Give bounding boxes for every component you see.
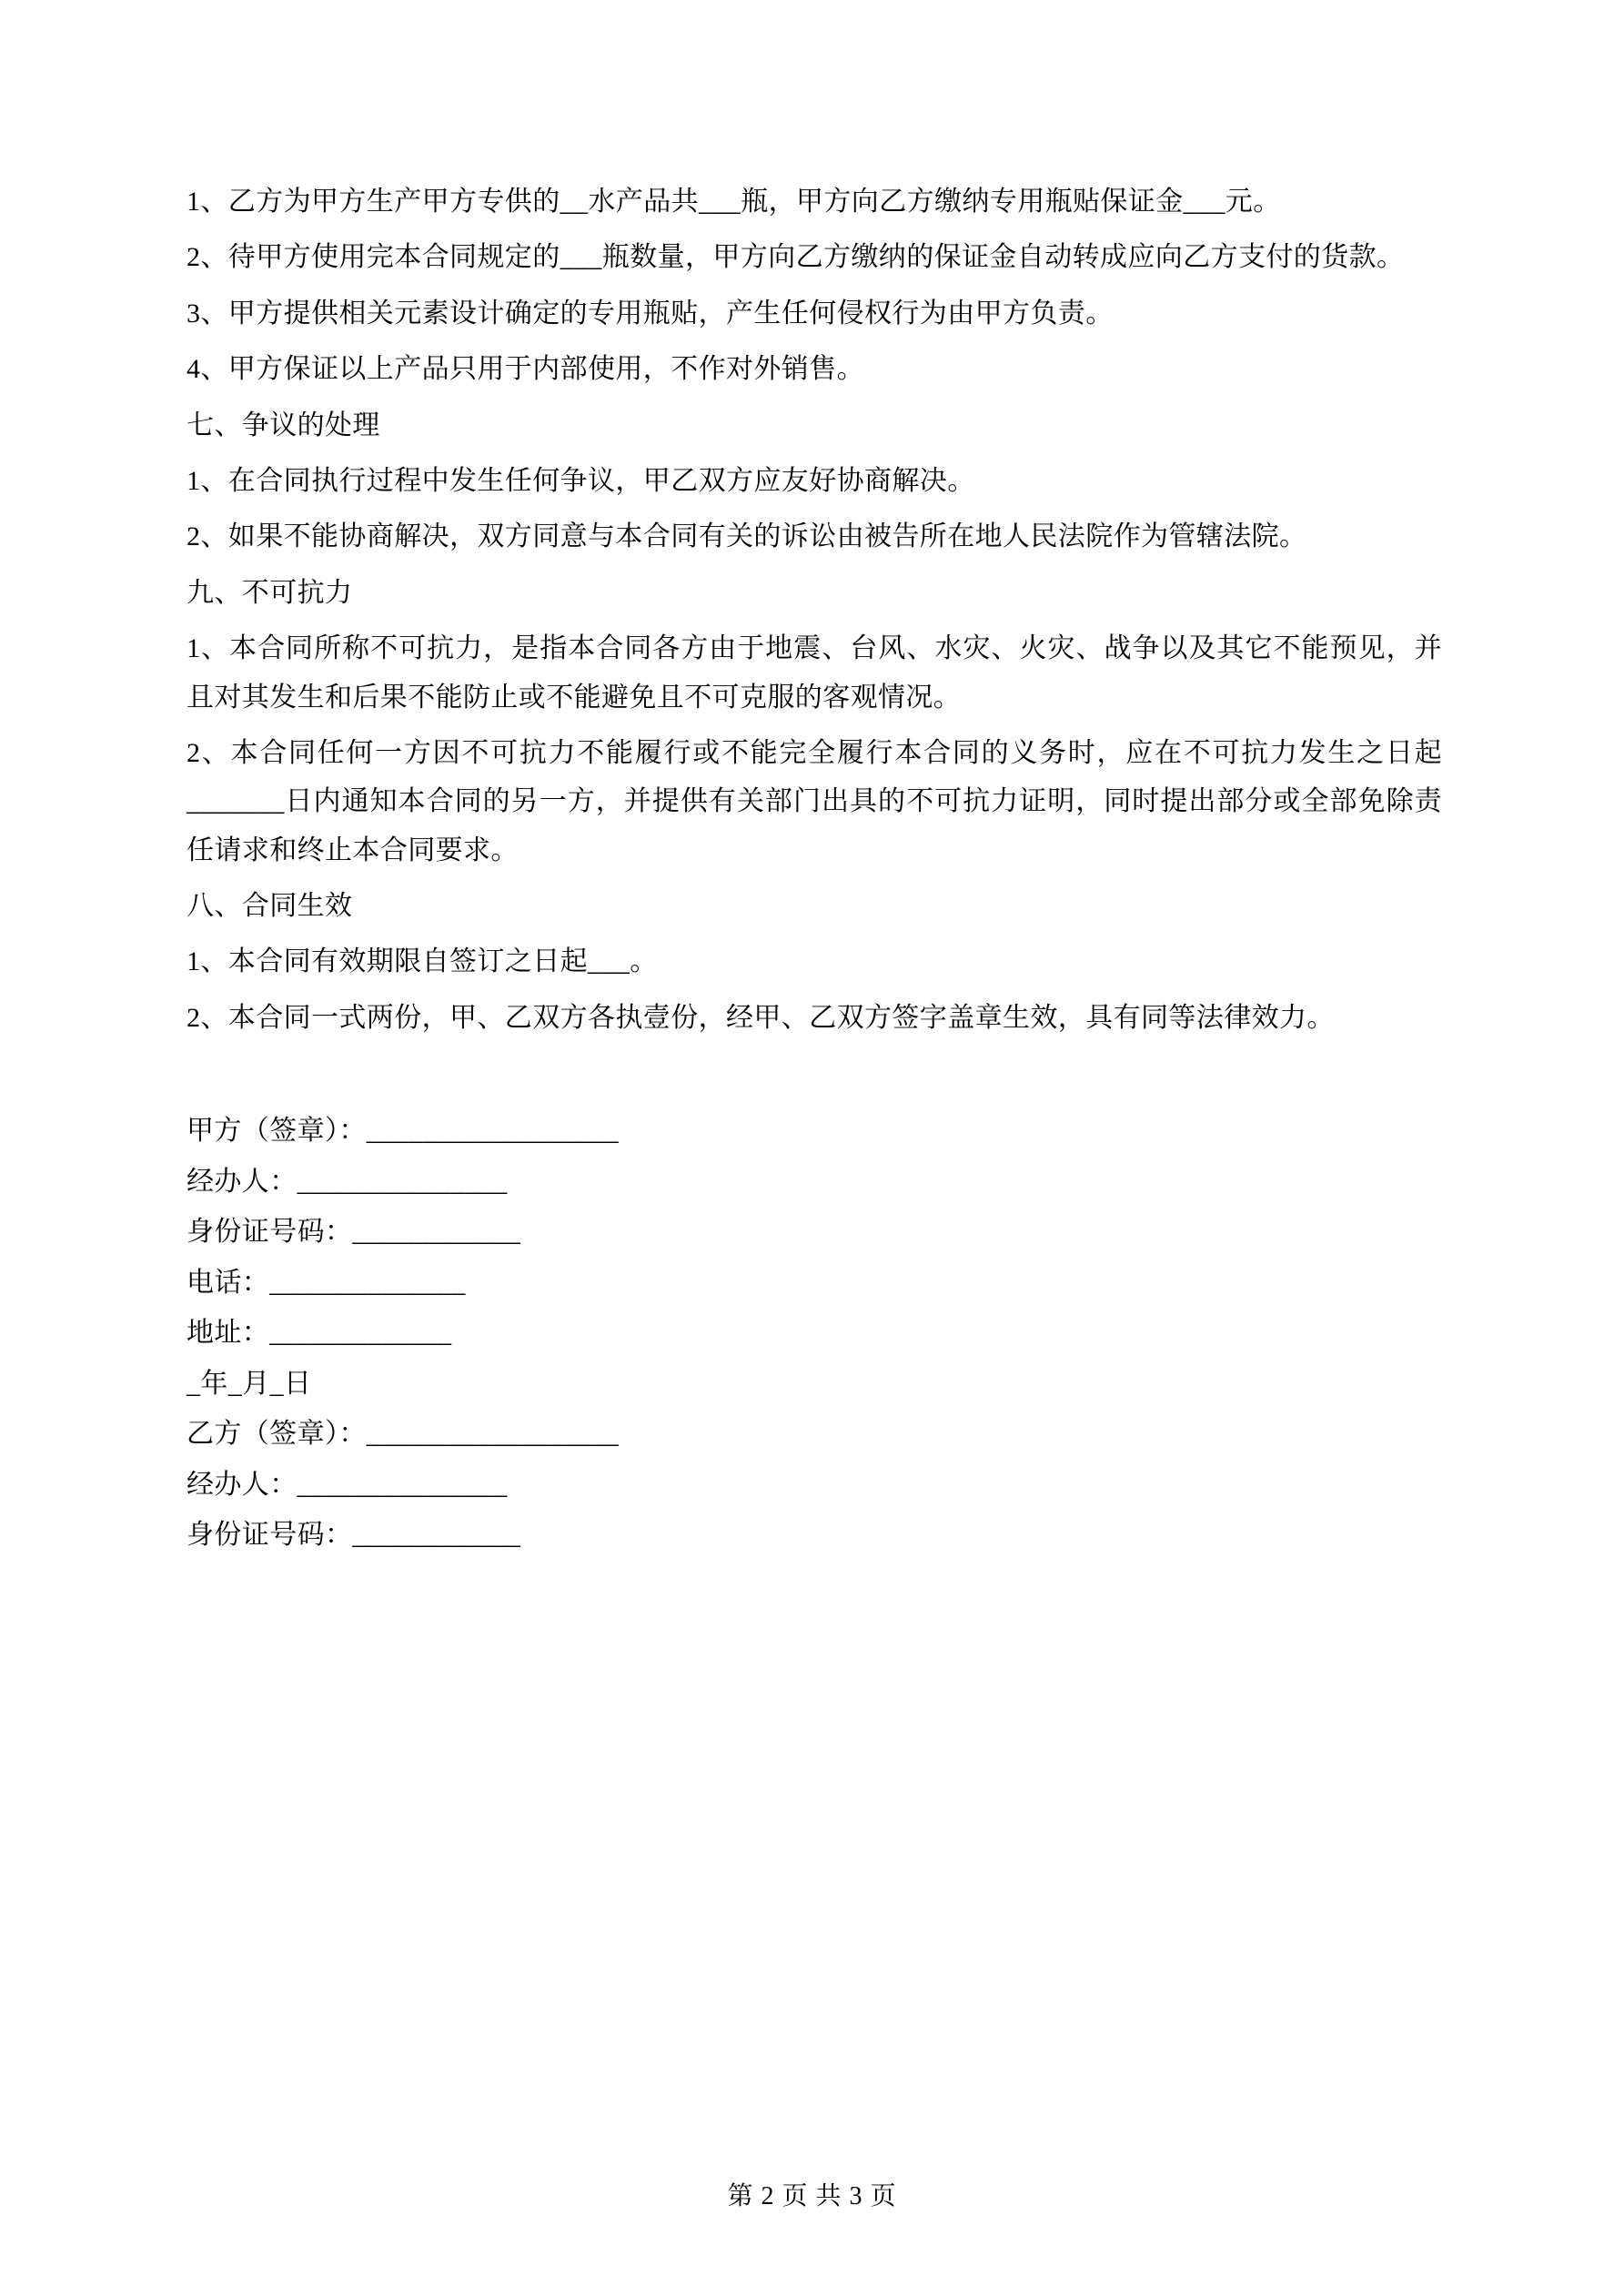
signature-line-address-a: 地址：_____________: [187, 1318, 452, 1349]
paragraph: 2、如果不能协商解决，双方同意与本合同有关的诉讼由被告所在地人民法院作为管辖法院。: [187, 521, 1307, 552]
paragraph: 4、甲方保证以上产品只用于内部使用，不作对外销售。: [187, 354, 864, 385]
section-heading: 七、争议的处理: [187, 410, 380, 440]
paragraph: 1、乙方为甲方生产甲方专供的__水产品共___瓶，甲方向乙方缴纳专用瓶贴保证金___元。: [187, 187, 1281, 217]
signature-line-party-b: 乙方（签章）：__________________: [187, 1419, 619, 1450]
document-body: [187, 177, 1442, 1561]
page-footer: 第 2 页 共 3 页: [727, 2182, 897, 2210]
signature-line-agent-a: 经办人：_______________: [187, 1166, 508, 1197]
signature-line-date-a: _年_月_日: [187, 1368, 312, 1399]
paragraph: 2、待甲方使用完本合同规定的___瓶数量，甲方向乙方缴纳的保证金自动转成应向乙方支付的货款。: [187, 242, 1405, 273]
signature-line-party-a: 甲方（签章）：__________________: [187, 1116, 619, 1147]
section-heading: 九、不可抗力: [187, 577, 353, 608]
paragraph: 3、甲方提供相关元素设计确定的专用瓶贴，产生任何侵权行为由甲方负责。: [187, 298, 1114, 329]
signature-block: [187, 1106, 1442, 1561]
signature-line-id-b: 身份证号码：____________: [187, 1520, 521, 1551]
signature-line-phone-a: 电话：______________: [187, 1267, 466, 1298]
paragraph: 2、本合同任何一方因不可抗力不能履行或不能完全履行本合同的义务时，应在不可抗力发生之日起_______日内通知本合同的另一方，并提供有关部门出具的不可抗力证明，同时提出部分或全部免除责任请求和终止本合同要求。: [187, 737, 1442, 865]
paragraph: 2、本合同一式两份，甲、乙双方各执壹份，经甲、乙双方签字盖章生效，具有同等法律效力。: [187, 1002, 1335, 1033]
signature-line-id-a: 身份证号码：____________: [187, 1217, 521, 1248]
paragraph: 1、在合同执行过程中发生任何争议，甲乙双方应友好协商解决。: [187, 465, 975, 496]
section-heading: 八、合同生效: [187, 891, 353, 922]
signature-line-agent-b: 经办人：_______________: [187, 1469, 508, 1500]
paragraph: 1、本合同有效期限自签订之日起___。: [187, 946, 658, 977]
paragraph: 1、本合同所称不可抗力，是指本合同各方由于地震、台风、水灾、火灾、战争以及其它不能预见，并且对其发生和后果不能防止或不能避免且不可克服的客观情况。: [187, 633, 1442, 713]
